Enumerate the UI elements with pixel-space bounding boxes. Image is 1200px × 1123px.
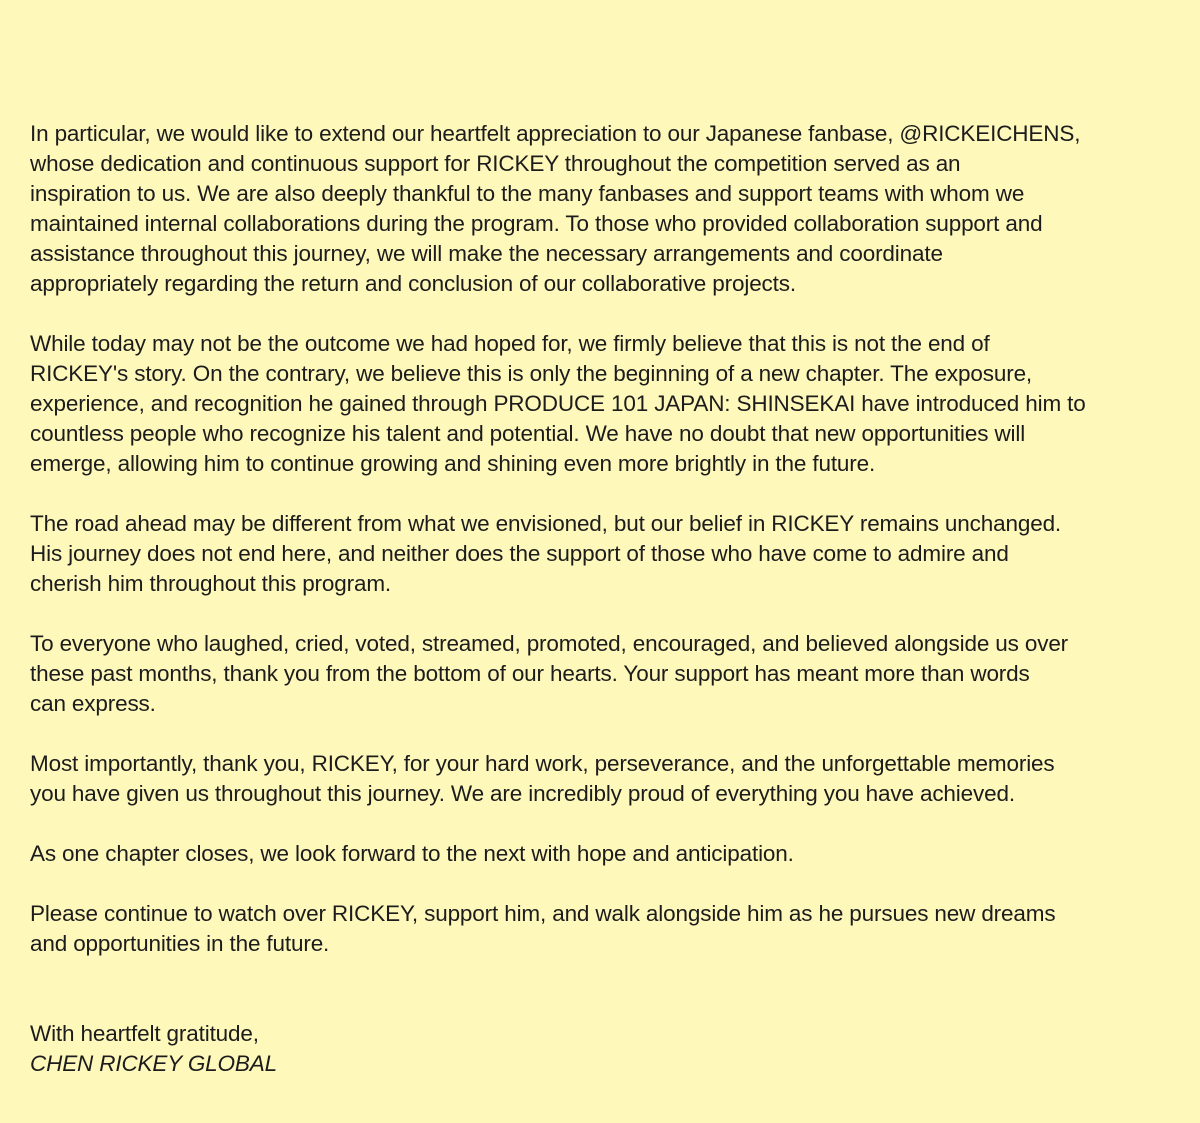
text-line: maintained internal collaborations during the program. To those who provided collaboration support and <box>30 211 1043 236</box>
closing-line: With heartfelt gratitude, <box>30 1021 259 1046</box>
paragraph-road-ahead <box>30 509 1190 599</box>
paragraph-thank-everyone <box>30 629 1190 719</box>
text-line: inspiration to us. We are also deeply thankful to the many fanbases and support teams with whom we <box>30 181 1025 206</box>
text-line: cherish him throughout this program. <box>30 571 392 596</box>
text-line: appropriately regarding the return and conclusion of our collaborative projects. <box>30 271 796 296</box>
paragraph-chapter-closes <box>30 839 1190 869</box>
text-line: The road ahead may be different from what we envisioned, but our belief in RICKEY remains unchanged. <box>30 511 1062 536</box>
text-line: As one chapter closes, we look forward to the next with hope and anticipation. <box>30 841 794 866</box>
paragraph-thank-rickey <box>30 749 1190 809</box>
text-line: Please continue to watch over RICKEY, support him, and walk alongside him as he pursues new dreams <box>30 901 1056 926</box>
text-line: Most importantly, thank you, RICKEY, for your hard work, perseverance, and the unforgettable memories <box>30 751 1055 776</box>
text-line: In particular, we would like to extend our heartfelt appreciation to our Japanese fanbase, @RICKEICHENS, <box>30 121 1081 146</box>
text-line: To everyone who laughed, cried, voted, streamed, promoted, encouraged, and believed alongside us over <box>30 631 1069 656</box>
text-line: emerge, allowing him to continue growing and shining even more brightly in the future. <box>30 451 876 476</box>
signature: CHEN RICKEY GLOBAL <box>30 1051 277 1076</box>
text-line: and opportunities in the future. <box>30 931 330 956</box>
text-line: countless people who recognize his talent and potential. We have no doubt that new opportunities will <box>30 421 1026 446</box>
text-line: His journey does not end here, and neither does the support of those who have come to admire and <box>30 541 1009 566</box>
signoff-block <box>30 1019 1190 1079</box>
paragraph-new-chapter <box>30 329 1190 479</box>
text-line: assistance throughout this journey, we will make the necessary arrangements and coordinate <box>30 241 943 266</box>
text-line: you have given us throughout this journey. We are incredibly proud of everything you have achieved. <box>30 781 1015 806</box>
text-line: experience, and recognition he gained through PRODUCE 101 JAPAN: SHINSEKAI have introduced him to <box>30 391 1086 416</box>
text-line: these past months, thank you from the bottom of our hearts. Your support has meant more than words <box>30 661 1030 686</box>
text-line: RICKEY's story. On the contrary, we believe this is only the beginning of a new chapter. The exposure, <box>30 361 1033 386</box>
paragraph-continue-watching <box>30 899 1190 959</box>
statement-document <box>30 119 1190 1079</box>
paragraph-appreciation <box>30 119 1190 299</box>
text-line: whose dedication and continuous support for RICKEY throughout the competition served as an <box>30 151 961 176</box>
text-line: While today may not be the outcome we had hoped for, we firmly believe that this is not the end of <box>30 331 990 356</box>
text-line: can express. <box>30 691 156 716</box>
